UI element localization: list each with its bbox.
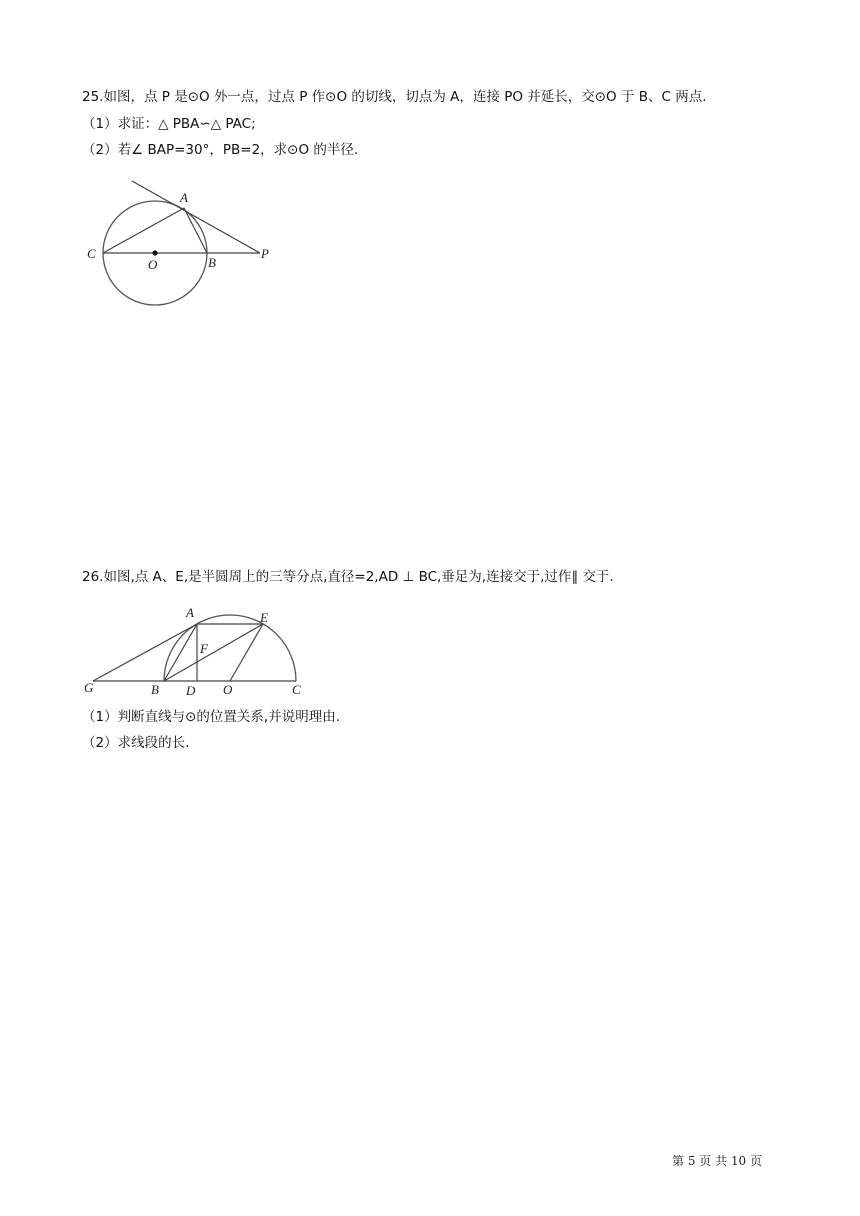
q25-label-p: P [261,246,269,261]
q26-label-o: O [223,682,233,697]
q26-semicircle [164,615,296,681]
q26-label-f: F [200,641,208,656]
q25-chord-ab [184,208,207,253]
q26-label-a: A [186,605,194,620]
q26-label-c: C [292,682,301,697]
q25-label-a: A [180,190,188,205]
q26-stem: 26.如图,点 A、E,是半圆周上的三等分点,直径=2,AD ⊥ BC,垂足为,连接交于,过作∥ 交于. [82,569,614,585]
q25-part2: （2）若∠ BAP=30°，PB=2，求⊙O 的半径. [82,142,359,158]
page-footer: 第 5 页 共 10 页 [672,1154,762,1168]
q26-line-eo [230,624,263,681]
q25-figure [80,170,280,315]
q26-part2: （2）求线段的长. [82,735,190,751]
q25-label-b: B [208,255,216,270]
q25-stem: 25.如图，点 P 是⊙O 外一点，过点 P 作⊙O 的切线，切点为 A，连接 PO 并延长，交⊙O 于 B、C 两点. [82,89,707,105]
q26-part1: （1）判断直线与⊙的位置关系,并说明理由. [82,709,340,725]
q26-line-ga [93,624,197,681]
q25-label-o: O [148,257,158,272]
q26-label-e: E [260,610,268,625]
q26-label-d: D [186,683,196,697]
q25-chord-ca [103,208,184,253]
q25-label-c: C [87,246,96,261]
q26-label-b: B [151,682,159,697]
q25-center-dot [152,250,157,255]
q26-line-be [164,624,263,681]
q25-part1: （1）求证：△ PBA∽△ PAC; [82,116,256,132]
q25-tangent-line [132,181,260,253]
q26-label-g: G [84,680,94,695]
q26-figure [80,602,310,697]
